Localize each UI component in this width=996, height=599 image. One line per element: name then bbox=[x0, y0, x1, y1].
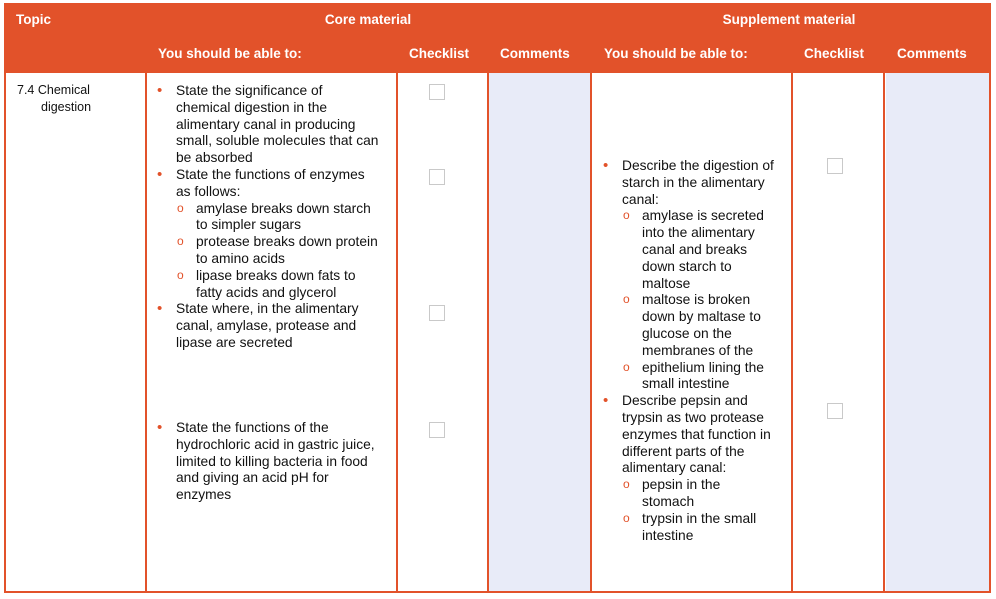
column-divider bbox=[396, 73, 398, 593]
supplement-subpoints bbox=[622, 208, 791, 393]
core-objective: • State the significance of chemical digestion in the alimentary canal in producing small, soluble molecules that can be absorbed bbox=[155, 83, 395, 167]
topic-line: 7.4 Chemical bbox=[17, 83, 90, 97]
core-objective: • State the functions of the hydrochloric acid in gastric juice, limited to killing bacteria in food and giving an acid pH for enzymes bbox=[155, 420, 395, 504]
supplement-objective: • Describe pepsin and trypsin as two protease enzymes that function in different parts of the alimentary canal: o pepsin in the stomach o trypsin in the small intestine bbox=[601, 393, 791, 544]
supplement-objectives bbox=[601, 158, 791, 544]
core-objectives bbox=[155, 83, 395, 352]
core-comments-header: Comments bbox=[500, 46, 570, 61]
table-header bbox=[4, 3, 991, 73]
supplement-objective: • Describe the digestion of starch in the alimentary canal: o amylase is secreted into the alimentary canal and breaks down starch to maltose o maltose is broken down by maltase to glucose on the membranes of the o epithelium lining the small intestine bbox=[601, 158, 791, 393]
supplement-able-header: You should be able to: bbox=[604, 46, 748, 61]
sub-point: o protease breaks down protein to amino acids bbox=[176, 234, 395, 268]
checklist-table bbox=[4, 3, 991, 593]
column-divider bbox=[883, 73, 885, 593]
core-objectives-lower bbox=[155, 420, 395, 504]
core-checkbox[interactable] bbox=[429, 422, 445, 438]
column-divider bbox=[590, 73, 592, 593]
supplement-material-header: Supplement material bbox=[722, 12, 856, 27]
core-material-header: Core material bbox=[324, 12, 412, 27]
core-checkbox[interactable] bbox=[429, 169, 445, 185]
column-divider bbox=[487, 73, 489, 593]
core-objective: • State the functions of enzymes as follows: o amylase breaks down starch to simpler sugars o protease breaks down protein to amino acids o lipase breaks down fats to fatty acids and glycerol bbox=[155, 167, 395, 301]
supplement-checkbox[interactable] bbox=[827, 403, 843, 419]
sub-point: o epithelium lining the small intestine bbox=[622, 360, 791, 394]
sub-point: o amylase is secreted into the alimentary canal and breaks down starch to maltose bbox=[622, 208, 791, 292]
supplement-comments-header: Comments bbox=[897, 46, 967, 61]
core-comments-cell[interactable] bbox=[489, 73, 592, 593]
supplement-subpoints bbox=[622, 477, 791, 544]
sub-point: o pepsin in the stomach bbox=[622, 477, 791, 511]
column-divider bbox=[145, 73, 147, 593]
sub-point: o lipase breaks down fats to fatty acids and glycerol bbox=[176, 268, 395, 302]
topic-line: digestion bbox=[41, 100, 92, 114]
supplement-checklist-header: Checklist bbox=[804, 46, 865, 61]
core-subpoints bbox=[176, 201, 395, 302]
sub-point: o trypsin in the small intestine bbox=[622, 511, 791, 545]
core-checklist-header: Checklist bbox=[409, 46, 470, 61]
supplement-checkbox[interactable] bbox=[827, 158, 843, 174]
core-checkbox[interactable] bbox=[429, 84, 445, 100]
core-objective: • State where, in the alimentary canal, amylase, protease and lipase are secreted bbox=[155, 301, 395, 351]
topic-cell bbox=[17, 82, 91, 116]
sub-point: o amylase breaks down starch to simpler sugars bbox=[176, 201, 395, 235]
column-divider bbox=[791, 73, 793, 593]
core-able-header: You should be able to: bbox=[158, 46, 302, 61]
sub-point: o maltose is broken down by maltase to glucose on the membranes of the bbox=[622, 292, 791, 359]
topic-header: Topic bbox=[16, 12, 51, 27]
core-checkbox[interactable] bbox=[429, 305, 445, 321]
supplement-comments-cell[interactable] bbox=[886, 73, 991, 593]
